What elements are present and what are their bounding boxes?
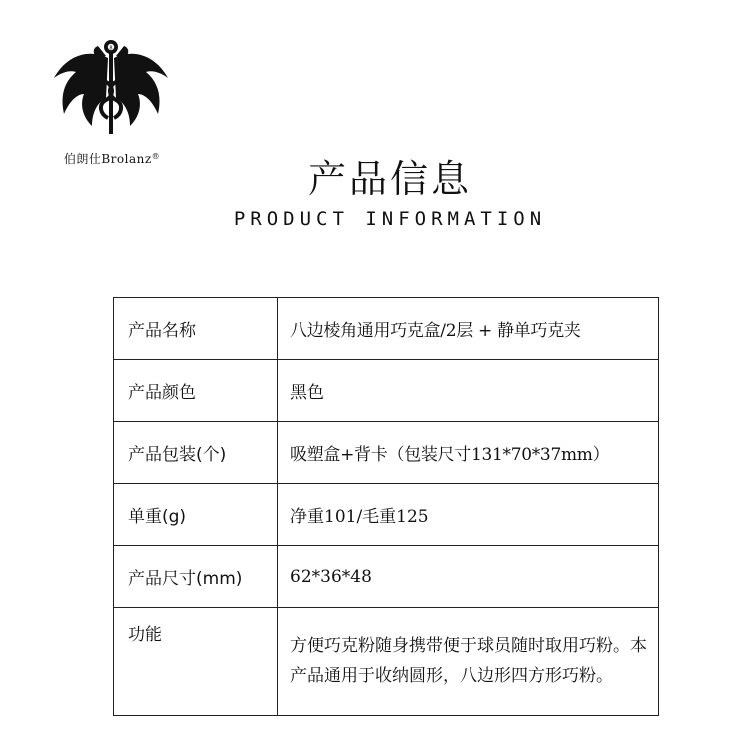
row-value: 62*36*48 [278, 546, 659, 608]
row-value: 方便巧克粉随身携带便于球员随时取用巧粉。本产品通用于收纳圆形，八边形四方形巧粉。 [278, 608, 659, 716]
page-subtitle: PRODUCT INFORMATION [233, 208, 547, 230]
row-label: 产品包装(个) [114, 422, 278, 484]
brand-name: 伯朗仕Brolanz® [63, 152, 161, 166]
table-row [114, 422, 659, 484]
page-title: 产品信息 [307, 157, 472, 201]
table-row [114, 360, 659, 422]
product-info-table [113, 297, 659, 716]
row-value: 吸塑盒+背卡（包装尺寸131*70*37mm） [278, 422, 659, 484]
row-label: 功能 [114, 608, 278, 716]
row-label: 单重(g) [114, 484, 278, 546]
row-label: 产品颜色 [114, 360, 278, 422]
row-value: 八边棱角通用巧克盒/2层 + 静单巧克夹 [278, 298, 659, 360]
table-row [114, 484, 659, 546]
row-value: 黑色 [278, 360, 659, 422]
row-value: 净重101/毛重125 [278, 484, 659, 546]
table-row [114, 546, 659, 608]
row-label: 产品尺寸(mm) [114, 546, 278, 608]
svg-text:8: 8 [109, 45, 113, 52]
row-label: 产品名称 [114, 298, 278, 360]
table-row [114, 608, 659, 716]
twin-dragon-billiard-cue-icon [48, 38, 174, 138]
table-row [114, 298, 659, 360]
